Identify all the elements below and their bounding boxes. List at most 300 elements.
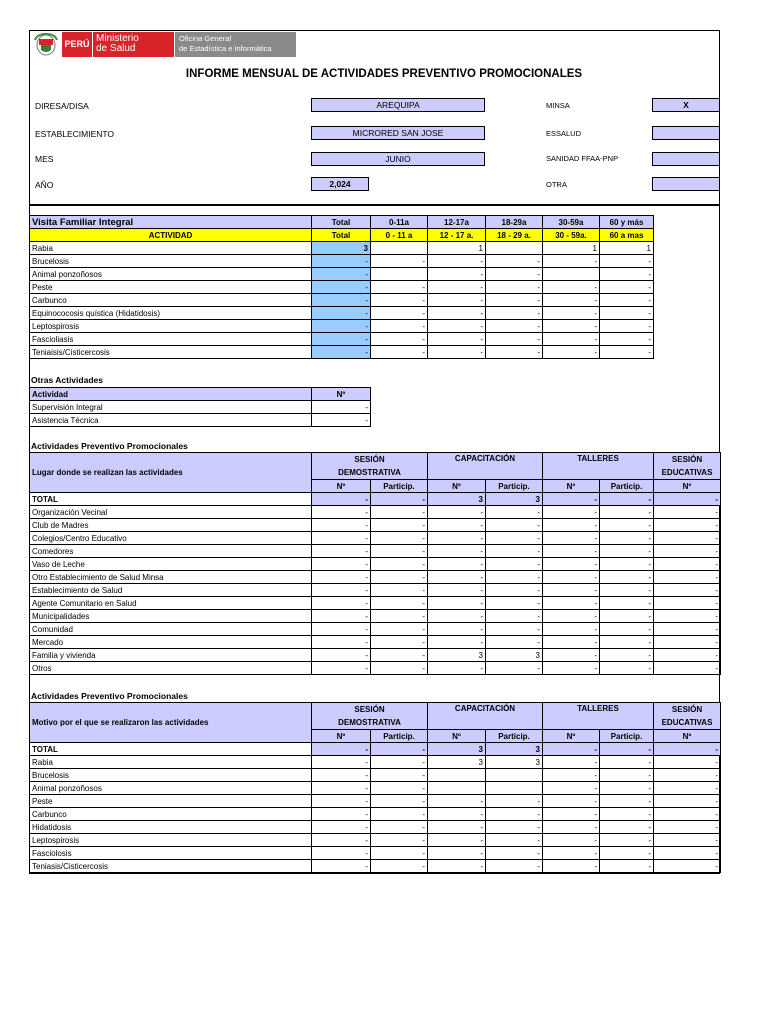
visita-cell: - [543,333,600,346]
app1-cell: - [486,636,543,649]
app1-cell: - [654,636,721,649]
app2-cell: - [654,756,721,769]
otras-cell: - [312,401,371,414]
visita-cell: 3 [312,242,371,255]
app2-cell: - [654,860,721,873]
app1-row [30,623,721,636]
app2-cell: - [371,769,428,782]
app1-cell: - [486,610,543,623]
otras-table [29,387,371,427]
app2-cell: - [486,860,543,873]
visita-cell: - [600,255,654,268]
visita-cell: - [486,281,543,294]
app1-subheader: Particip. [486,480,543,493]
app1-cell: - [600,506,654,519]
ministerio-line1: Ministerio [96,33,139,44]
app1-cell: - [543,545,600,558]
visita-col-18-29: 18-29a [486,216,543,229]
app1-group-d-line2: EDUCATIVAS [661,468,713,477]
header-separator [29,204,720,206]
app1-cell: - [486,623,543,636]
app2-cell: - [428,821,486,834]
visita-sub-12-17: 12 - 17 a. [428,229,486,242]
app1-cell: - [312,584,371,597]
app1-row [30,532,721,545]
app2-cell: - [654,808,721,821]
app1-row [30,584,721,597]
visita-cell: 1 [600,242,654,255]
visita-cell: - [371,320,428,333]
app1-cell: - [600,597,654,610]
visita-cell: - [600,320,654,333]
otras-header-row [30,388,371,401]
app2-cell: - [371,821,428,834]
otras-row-label: Asistencia Técnica [30,414,312,427]
app2-cell: - [600,834,654,847]
app1-title: Actividades Preventivo Promocionales [31,441,188,451]
establecimiento-field[interactable]: MICRORED SAN JOSE [311,126,485,140]
app1-group-sesion-demostrativa [312,453,428,480]
otras-row [30,401,371,414]
app1-cell: - [371,493,428,506]
app1-row-label: Colegios/Centro Educativo [30,532,312,545]
app1-row [30,545,721,558]
visita-cell: 1 [428,242,486,255]
app1-cell: - [543,571,600,584]
app1-cell: - [543,610,600,623]
app2-cell: - [312,743,371,756]
visita-cell: - [371,294,428,307]
visita-cell: - [543,294,600,307]
app2-subheader: Particip. [600,730,654,743]
minsa-label: MINSA [546,101,570,110]
diresa-field[interactable]: AREQUIPA [311,98,485,112]
app1-cell: - [371,649,428,662]
app2-group-a-line1: SESIÓN [354,705,385,714]
otras-cell: - [312,414,371,427]
app1-row-label: Mercado [30,636,312,649]
visita-subheader-row [30,229,654,242]
visita-cell: - [486,268,543,281]
visita-cell: - [371,346,428,359]
app1-cell: - [543,506,600,519]
visita-cell: - [312,333,371,346]
visita-cell [371,242,428,255]
app2-cell: - [600,743,654,756]
app1-cell: - [428,597,486,610]
app1-cell: - [543,649,600,662]
app2-row-label: Carbunco [30,808,312,821]
app1-cell: - [428,636,486,649]
app1-group-row [30,453,721,480]
app1-cell: - [428,558,486,571]
visita-row [30,242,654,255]
app1-cell: - [654,610,721,623]
visita-cell: - [543,320,600,333]
app1-cell: - [600,649,654,662]
otras-title: Otras Actividades [31,375,103,385]
app1-cell: - [543,623,600,636]
app1-cell: - [654,597,721,610]
app1-cell: - [312,493,371,506]
app2-cell: - [543,860,600,873]
visita-cell: - [428,320,486,333]
visita-table [29,215,654,359]
app1-cell: 3 [428,493,486,506]
app1-cell: - [371,597,428,610]
visita-col-30-59: 30-59a [543,216,600,229]
visita-cell: - [371,255,428,268]
otras-row [30,414,371,427]
app1-cell: - [543,662,600,675]
visita-row-label: Peste [30,281,312,294]
app2-first-col: Motivo por el que se realizaron las actividades [30,703,312,743]
app2-group-talleres: TALLERES [543,703,654,730]
app1-cell: - [600,662,654,675]
app1-group-a-line2: DEMOSTRATIVA [338,468,401,477]
app1-row [30,636,721,649]
app2-group-sesion-educativas [654,703,721,730]
app2-row [30,821,721,834]
app2-cell: - [486,834,543,847]
visita-row-label: Leptospirosis [30,320,312,333]
visita-cell: - [543,255,600,268]
app2-cell: - [543,769,600,782]
app1-cell: - [428,506,486,519]
app2-cell: - [600,808,654,821]
app2-row-label: Leptospirosis [30,834,312,847]
app1-row-label: Otro Establecimiento de Salud Minsa [30,571,312,584]
visita-row-label: Fascioliasis [30,333,312,346]
app1-cell: - [600,584,654,597]
visita-cell: - [312,307,371,320]
visita-cell: - [312,346,371,359]
app2-cell: - [312,834,371,847]
visita-header-row [30,216,654,229]
app2-cell [428,782,486,795]
mes-field[interactable]: JUNIO [311,152,485,166]
app1-cell: - [600,610,654,623]
app1-cell: - [654,558,721,571]
visita-row [30,346,654,359]
app1-first-col: Lugar donde se realizan las actividades [30,453,312,493]
app1-cell: - [654,493,721,506]
app1-cell: - [428,519,486,532]
visita-row [30,268,654,281]
app2-cell: - [543,834,600,847]
visita-cell: - [543,307,600,320]
app1-cell: 3 [486,493,543,506]
app2-table [29,702,721,873]
app1-cell: - [654,545,721,558]
visita-cell: - [371,307,428,320]
app1-cell: - [486,571,543,584]
app2-cell: - [371,782,428,795]
diresa-label: DIRESA/DISA [35,101,89,111]
app2-cell: - [543,821,600,834]
app1-subheader: Nº [543,480,600,493]
mes-label: MES [35,154,54,164]
anio-field[interactable]: 2,024 [311,177,369,191]
otras-col-actividad: Actividad [30,388,312,401]
visita-sub-total: Total [312,229,371,242]
app1-cell: - [486,584,543,597]
establecimiento-label: ESTABLECIMIENTO [35,129,115,139]
app1-row-label: TOTAL [30,493,312,506]
visita-row [30,294,654,307]
app1-row-label: Agente Comunitario en Salud [30,597,312,610]
app2-cell: - [312,860,371,873]
app2-cell: - [543,795,600,808]
app1-cell: - [543,532,600,545]
app2-cell: - [312,821,371,834]
app1-cell: - [486,532,543,545]
app1-cell: - [543,597,600,610]
app1-cell: - [371,545,428,558]
app1-cell: - [600,545,654,558]
app1-row [30,610,721,623]
app2-row [30,795,721,808]
app1-cell: - [312,636,371,649]
visita-cell: - [312,320,371,333]
app1-row [30,597,721,610]
app1-cell: - [486,558,543,571]
app1-cell: - [654,506,721,519]
app2-cell: - [654,795,721,808]
app1-cell: - [312,649,371,662]
visita-cell [543,268,600,281]
app1-cell: - [312,558,371,571]
app1-cell: - [428,584,486,597]
visita-cell: - [600,268,654,281]
app1-cell: - [428,532,486,545]
app2-row [30,860,721,873]
app1-cell: - [543,493,600,506]
app1-subheader: Nº [428,480,486,493]
app2-cell: - [543,808,600,821]
page-title: INFORME MENSUAL DE ACTIVIDADES PREVENTIVO PROMOCIONALES [185,68,583,80]
app1-cell: - [543,636,600,649]
app1-cell: - [654,571,721,584]
app2-cell: - [654,782,721,795]
visita-cell: - [600,294,654,307]
app2-row-label: Hidatidosis [30,821,312,834]
app1-row-label: Vaso de Leche [30,558,312,571]
app1-cell: - [600,571,654,584]
app2-row-label: Rabia [30,756,312,769]
visita-col-0-11: 0-11a [371,216,428,229]
app2-cell: - [371,834,428,847]
app1-subheader: Particip. [371,480,428,493]
app1-row-label: Otros [30,662,312,675]
visita-cell: - [428,307,486,320]
app2-cell: - [371,847,428,860]
app1-row-label: Municipalidades [30,610,312,623]
app1-row [30,519,721,532]
app2-subheader: Particip. [486,730,543,743]
visita-cell: - [486,320,543,333]
app2-cell: - [543,847,600,860]
anio-label: AÑO [35,180,54,190]
app2-cell: - [428,808,486,821]
visita-cell: - [428,255,486,268]
visita-cell: - [486,294,543,307]
visita-col-60: 60 y más [600,216,654,229]
app2-cell: - [428,834,486,847]
visita-row [30,281,654,294]
app2-cell: - [654,847,721,860]
app1-cell: - [371,506,428,519]
visita-row-label: Teniaisis/Cisticercosis [30,346,312,359]
otras-col-n: Nº [312,388,371,401]
visita-cell: - [543,346,600,359]
visita-row [30,255,654,268]
app2-cell: - [312,847,371,860]
app1-group-sesion-educativas [654,453,721,480]
app1-cell: - [486,662,543,675]
app1-cell: - [543,519,600,532]
app2-cell [486,782,543,795]
app1-cell: - [654,584,721,597]
visita-cell: - [371,281,428,294]
app2-cell: - [486,795,543,808]
app1-cell: - [600,636,654,649]
visita-cell: - [312,281,371,294]
app2-cell: - [428,795,486,808]
app1-cell: - [600,623,654,636]
app1-cell: - [312,506,371,519]
app1-cell: - [428,662,486,675]
app1-cell: - [371,558,428,571]
visita-cell: - [486,307,543,320]
app1-row-label: Familia y vivienda [30,649,312,662]
app1-cell: - [654,519,721,532]
oficina-line1: Oficina General [179,34,232,43]
app2-row [30,782,721,795]
oficina-logo [175,32,296,57]
app1-cell: - [600,558,654,571]
app1-subheader: Particip. [600,480,654,493]
app1-cell: - [428,623,486,636]
app1-row [30,558,721,571]
ministerio-logo [62,32,174,57]
minsa-field[interactable]: X [652,98,720,112]
app2-cell: - [428,847,486,860]
app2-cell: - [428,860,486,873]
app2-row-label: TOTAL [30,743,312,756]
app1-cell: - [371,519,428,532]
app2-row-label: Peste [30,795,312,808]
app2-cell: - [654,743,721,756]
app2-row-label: Brucelosis [30,769,312,782]
app2-subheader: Nº [312,730,371,743]
app1-cell: - [428,610,486,623]
app2-subheader: Nº [654,730,721,743]
visita-sub-30-59: 30 - 59a. [543,229,600,242]
app1-cell: - [312,532,371,545]
app1-group-a-line1: SESIÓN [354,455,385,464]
app1-row [30,662,721,675]
app2-group-a-line2: DEMOSTRATIVA [338,718,401,727]
essalud-field[interactable] [652,126,720,140]
app1-group-d-line1: SESIÓN [671,455,703,464]
app2-cell: - [312,795,371,808]
visita-cell: - [486,333,543,346]
app2-cell: - [371,756,428,769]
app1-subheader: Nº [312,480,371,493]
app1-cell: - [654,532,721,545]
app1-cell: - [428,545,486,558]
visita-sub-actividad: ACTIVIDAD [30,229,312,242]
app2-cell: - [371,860,428,873]
otra-field[interactable] [652,177,720,191]
app2-group-d-line2: EDUCATIVAS [661,718,713,727]
app1-cell: - [371,623,428,636]
visita-cell: - [543,281,600,294]
app2-cell: - [543,756,600,769]
essalud-label: ESSALUD [546,129,582,138]
ministerio-text [96,34,139,54]
app1-cell: - [312,662,371,675]
visita-cell: 1 [543,242,600,255]
visita-cell: - [600,346,654,359]
app2-cell: - [312,782,371,795]
app1-cell: - [371,584,428,597]
app1-row-label: Club de Madres [30,519,312,532]
app2-cell: - [654,821,721,834]
visita-cell: - [428,268,486,281]
app2-cell: - [600,782,654,795]
app1-table [29,452,721,675]
visita-title: Visita Familiar Integral [30,216,312,229]
app1-cell: - [312,545,371,558]
app2-cell: - [486,808,543,821]
app2-cell: - [312,756,371,769]
app2-cell: 3 [428,756,486,769]
app1-cell: - [312,623,371,636]
app1-cell: - [486,597,543,610]
app2-subheader: Particip. [371,730,428,743]
app1-cell: - [312,571,371,584]
visita-cell: - [428,294,486,307]
sanidad-field[interactable] [652,152,720,166]
app1-cell: - [371,571,428,584]
app2-cell: - [600,756,654,769]
app2-group-d-line1: SESIÓN [671,705,703,714]
app2-cell: - [600,795,654,808]
visita-cell: - [600,307,654,320]
app1-cell: - [371,610,428,623]
sanidad-label: SANIDAD FFAA-PNP [546,154,619,163]
app2-cell [486,769,543,782]
app2-subheader: Nº [543,730,600,743]
otras-row-label: Supervisión Integral [30,401,312,414]
app1-cell: - [312,610,371,623]
visita-cell: - [486,255,543,268]
app2-group-sesion-demostrativa [312,703,428,730]
app1-row-label: Organización Vecinal [30,506,312,519]
otra-label: OTRA [546,180,567,189]
app1-subheader: Nº [654,480,721,493]
app1-cell: - [600,532,654,545]
visita-row-label: Equinococosis quística (Hidatidosis) [30,307,312,320]
app1-cell: - [654,662,721,675]
app2-row [30,808,721,821]
app1-cell: - [600,519,654,532]
app2-row [30,834,721,847]
app2-row-label: Animal ponzoñosos [30,782,312,795]
app2-cell: - [543,782,600,795]
